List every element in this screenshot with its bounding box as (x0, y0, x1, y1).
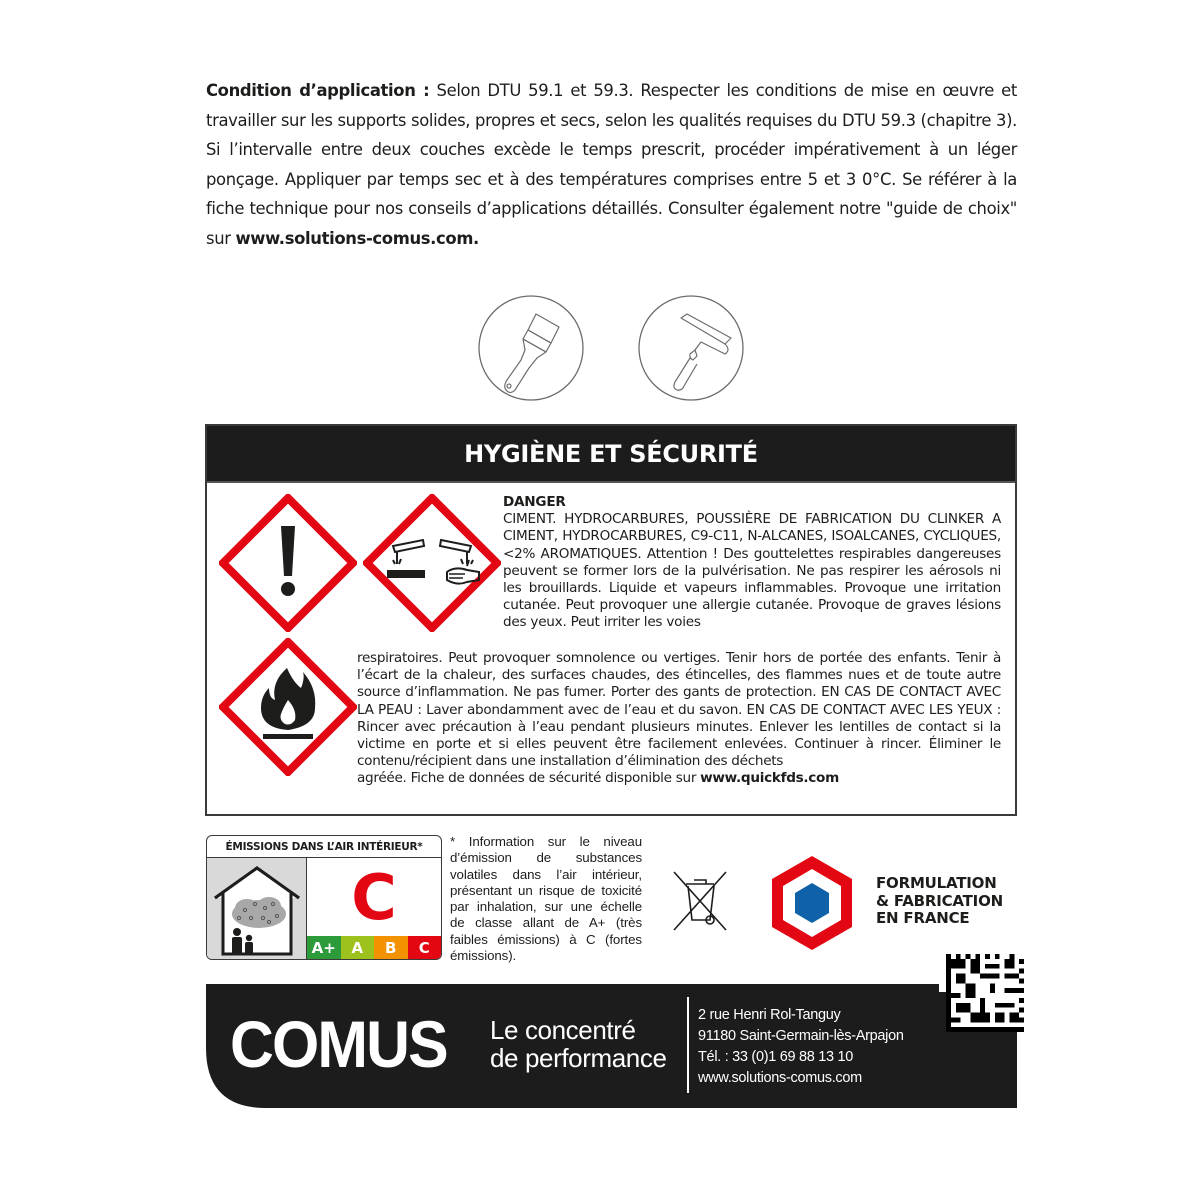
application-text: Selon DTU 59.1 et 59.3. Respecter les conditions de mise en œuvre et travailler sur les supports solides, propres et secs, selon les qualités requises du DTU 59.3 (chapitre 3). Si l’intervalle entre deux couches excède le temps prescrit, procéder impérativement à un léger ponçage. Appliquer par temps sec et à des températures comprises entre 5 et 3 0°C. Se référer à la fiche technique pour nos conseils d’applications détaillés. Consulter également notre "guide de choix" sur (206, 81, 1017, 248)
hazard-statements-top (503, 494, 1001, 632)
paintbrush-icon (477, 294, 585, 402)
fab-line-1: FORMULATION (876, 874, 997, 892)
address-website[interactable]: www.solutions-comus.com (698, 1070, 862, 1086)
indoor-air-emissions-label (206, 835, 442, 960)
scale-a-plus: A+ (307, 936, 341, 959)
paint-roller-icon (637, 294, 745, 402)
scale-c: C (408, 936, 442, 959)
fab-line-3: EN FRANCE (876, 909, 970, 927)
emissions-scale (307, 936, 441, 959)
fds-link[interactable]: www.quickfds.com (700, 770, 839, 787)
application-label: Condition d’application : (206, 81, 430, 100)
application-conditions (206, 76, 1017, 253)
application-link[interactable]: www.solutions-comus.com. (235, 228, 479, 248)
address-city: 91180 Saint-Germain-lès-Arpajon (698, 1028, 904, 1044)
house-icon (207, 858, 307, 959)
brand-logo: COMUS (230, 1007, 447, 1081)
company-address (698, 1005, 904, 1089)
crossed-out-bin-icon (672, 870, 728, 932)
scale-a: A (341, 936, 375, 959)
hazard-statements-bottom (357, 650, 1001, 788)
hazard-text-top: CIMENT. HYDROCARBURES, POUSSIÈRE DE FABRICATION DU CLINKER A CIMENT, HYDROCARBURES, C9-C11, N-ALCANES, ISOALCANES, CYCLIQUES, <2% AROMATIQUES. Attention ! Des gouttelettes respirables dangereuses peuvent se former lors de la pulvérisation. Ne pas respirer les aérosols ni les brouillards. Liquide et vapeurs inflammables. Provoque une irritation cutanée. Peut provoquer une allergie cutanée. Provoque de graves lésions des yeux. Peut irriter les voies (503, 511, 1001, 631)
scale-b: B (374, 936, 408, 959)
address-phone: Tél. : 33 (0)1 69 88 13 10 (698, 1049, 854, 1065)
flame-icon (219, 638, 357, 776)
datamatrix-code (946, 954, 1024, 1032)
fds-text: agréée. Fiche de données de sécurité disponible sur (357, 770, 701, 787)
tagline-line-2: de performance (490, 1043, 667, 1073)
tagline-line-1: Le concentré (490, 1015, 636, 1045)
fab-line-2: & FABRICATION (876, 891, 1003, 910)
address-street: 2 rue Henri Rol-Tanguy (698, 1007, 841, 1023)
fds-line (357, 770, 1001, 787)
safety-title: HYGIÈNE ET SÉCURITÉ (207, 426, 1015, 483)
made-in-france-logo (768, 853, 856, 953)
made-in-france-text (876, 875, 1003, 928)
emissions-grade: C (351, 860, 397, 934)
exclamation-mark-icon (219, 494, 357, 632)
footer-divider (687, 997, 689, 1093)
brand-tagline (490, 1016, 667, 1072)
emissions-footnote: * Information sur le niveau d’émission de substances volatiles dans l’air intérieur, présentant un risque de toxicité par inhalation, sur une échelle de classe allant de A+ (très faibles émissions) à C (fortes émissions). (450, 834, 642, 964)
signal-word: DANGER (503, 494, 566, 510)
house-emissions-icon (207, 858, 307, 959)
hazard-text-bottom: respiratoires. Peut provoquer somnolence ou vertiges. Tenir hors de portée des enfants. Tenir à l’écart de la chaleur, des surfaces chaudes, des étincelles, des flammes nues et de toute autre source d’inflammation. Ne pas fumer. Porter des gants de protection. EN CAS DE CONTACT AVEC LA PEAU : Laver abondamment avec de l’eau et du savon. EN CAS DE CONTACT AVEC LES YEUX : Rincer avec précaution à l’eau pendant plusieurs minutes. Enlever les lentilles de contact si la victime en porte et si elles peuvent être facilement enlevées. Continuer à rincer. Éliminer le contenu/récipient dans une installation d’élimination des déchets (357, 650, 1001, 770)
corrosion-icon (363, 494, 501, 632)
hygiene-safety-box (205, 424, 1017, 816)
emissions-title: ÉMISSIONS DANS L’AIR INTÉRIEUR* (207, 836, 441, 858)
